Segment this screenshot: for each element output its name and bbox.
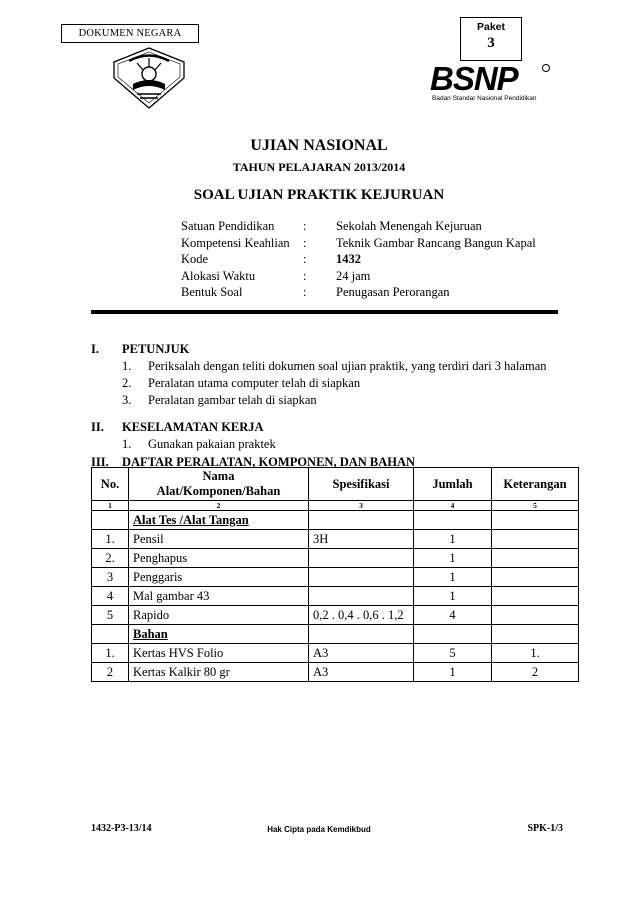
info-separator: : — [303, 235, 307, 250]
table-row — [92, 644, 579, 663]
header-spesifikasi: Spesifikasi — [309, 468, 414, 501]
header-jumlah: Jumlah — [414, 468, 492, 501]
cell-no: 4 — [92, 587, 129, 606]
cell-spek: 0,2 . 0,4 . 0,6 . 1,2 — [309, 606, 414, 625]
info-label: Kode — [181, 252, 209, 266]
cell-ket: 1. — [492, 644, 579, 663]
table-index-row — [92, 501, 579, 511]
cell-no: 2. — [92, 549, 129, 568]
footer-copyright: Hak Cipta pada Kemdikbud — [267, 825, 371, 834]
info-row — [181, 235, 536, 252]
info-value: Sekolah Menengah Kejuruan — [336, 219, 482, 233]
cell-jumlah: 4 — [414, 606, 492, 625]
table-group-row — [92, 511, 579, 530]
cell-jumlah: 1 — [414, 530, 492, 549]
group-label-bahan: Bahan — [129, 625, 309, 644]
group-label-alat: Alat Tes /Alat Tangan — [129, 511, 309, 530]
info-value: Penugasan Perorangan — [336, 285, 450, 299]
cell-nama: Kertas Kalkir 80 gr — [129, 663, 309, 682]
table-row — [92, 663, 579, 682]
footer-page: SPK-1/3 — [527, 823, 563, 834]
cell-spek — [309, 587, 414, 606]
section-number: I. — [91, 342, 99, 356]
cell-no: 3 — [92, 568, 129, 587]
cell-ket: 2 — [492, 663, 579, 682]
info-separator: : — [303, 268, 307, 283]
cell-ket — [492, 530, 579, 549]
tut-wuri-handayani-seal-icon — [104, 46, 194, 110]
cell-nama: Mal gambar 43 — [129, 587, 309, 606]
cell-spek — [309, 549, 414, 568]
info-separator: : — [303, 252, 307, 266]
table-group-row — [92, 625, 579, 644]
dokumen-negara-label: DOKUMEN NEGARA — [61, 24, 199, 43]
index-cell: 2 — [129, 501, 309, 511]
cell-no: 1. — [92, 530, 129, 549]
list-item-number: 1. — [122, 437, 132, 451]
cell-jumlah: 1 — [414, 568, 492, 587]
header-nama — [129, 468, 309, 501]
cell-spek — [309, 568, 414, 587]
header-nama-line1: Nama — [202, 469, 235, 483]
cell-spek: A3 — [309, 644, 414, 663]
cell-no: 1. — [92, 644, 129, 663]
header-keterangan: Keterangan — [492, 468, 579, 501]
exam-title: UJIAN NASIONAL — [250, 137, 388, 154]
header-divider — [91, 310, 558, 314]
paket-label: Paket — [476, 21, 506, 33]
index-cell: 1 — [92, 501, 129, 511]
table-row — [92, 606, 579, 625]
table-row — [92, 549, 579, 568]
index-cell: 3 — [309, 501, 414, 511]
cell-ket — [492, 549, 579, 568]
cell-nama: Kertas HVS Folio — [129, 644, 309, 663]
info-label: Alokasi Waktu — [181, 268, 256, 283]
bsnp-logo-text: BSNP — [430, 60, 518, 97]
index-cell: 5 — [492, 501, 579, 511]
list-item: Gunakan pakaian praktek — [148, 437, 276, 451]
cell-spek: 3H — [309, 530, 414, 549]
info-row — [181, 284, 536, 301]
bsnp-subtitle: Badan Standar Nasional Pendidikan — [432, 95, 537, 102]
info-label: Satuan Pendidikan — [181, 219, 275, 233]
cell-jumlah: 5 — [414, 644, 492, 663]
cell-jumlah: 1 — [414, 663, 492, 682]
section-title-keselamatan: KESELAMATAN KERJA — [122, 420, 264, 434]
info-value: Teknik Gambar Rancang Bangun Kapal — [336, 235, 536, 250]
info-row — [181, 251, 536, 268]
table-row — [92, 530, 579, 549]
info-row — [181, 268, 536, 285]
info-separator: : — [303, 285, 307, 299]
list-item: Peralatan utama computer telah di siapkan — [148, 376, 361, 390]
bsnp-logo — [430, 60, 552, 108]
list-item: Periksalah dengan teliti dokumen soal ujian praktik, yang terdiri dari 3 halaman — [148, 359, 547, 373]
cell-nama: Penghapus — [129, 549, 309, 568]
cell-ket — [492, 606, 579, 625]
header-nama-line2: Alat/Komponen/Bahan — [156, 484, 281, 498]
index-cell: 4 — [414, 501, 492, 511]
table-row — [92, 568, 579, 587]
section-title-petunjuk: PETUNJUK — [122, 342, 190, 356]
cell-jumlah: 1 — [414, 549, 492, 568]
cell-jumlah: 1 — [414, 587, 492, 606]
header-no: No. — [92, 468, 129, 501]
exam-subtitle: SOAL UJIAN PRAKTIK KEJURUAN — [193, 187, 445, 203]
info-block — [181, 218, 536, 301]
registered-icon — [542, 64, 550, 72]
section-number: III. — [91, 455, 109, 469]
info-label: Bentuk Soal — [181, 285, 243, 299]
cell-nama: Pensil — [129, 530, 309, 549]
list-item-number: 2. — [122, 376, 132, 390]
info-value-code: 1432 — [336, 252, 361, 266]
section-title-daftar: DAFTAR PERALATAN, KOMPONEN, DAN BAHAN — [122, 455, 416, 469]
cell-ket — [492, 587, 579, 606]
paket-number: 3 — [487, 35, 495, 51]
cell-nama: Rapido — [129, 606, 309, 625]
info-label: Kompetensi Keahlian — [181, 235, 290, 250]
table-row — [92, 587, 579, 606]
cell-nama: Penggaris — [129, 568, 309, 587]
section-number: II. — [91, 420, 104, 434]
footer-code: 1432-P3-13/14 — [91, 823, 152, 834]
list-item-number: 3. — [122, 393, 132, 407]
cell-no: 5 — [92, 606, 129, 625]
info-separator: : — [303, 219, 307, 233]
info-value: 24 jam — [336, 268, 371, 283]
paket-box — [460, 17, 522, 61]
equipment-table — [91, 467, 579, 682]
info-row — [181, 218, 536, 235]
cell-spek: A3 — [309, 663, 414, 682]
list-item-number: 1. — [122, 359, 132, 373]
table-header-row — [92, 468, 579, 501]
list-item: Peralatan gambar telah di siapkan — [148, 393, 317, 407]
exam-year: TAHUN PELAJARAN 2013/2014 — [232, 160, 406, 174]
cell-ket — [492, 568, 579, 587]
cell-no: 2 — [92, 663, 129, 682]
